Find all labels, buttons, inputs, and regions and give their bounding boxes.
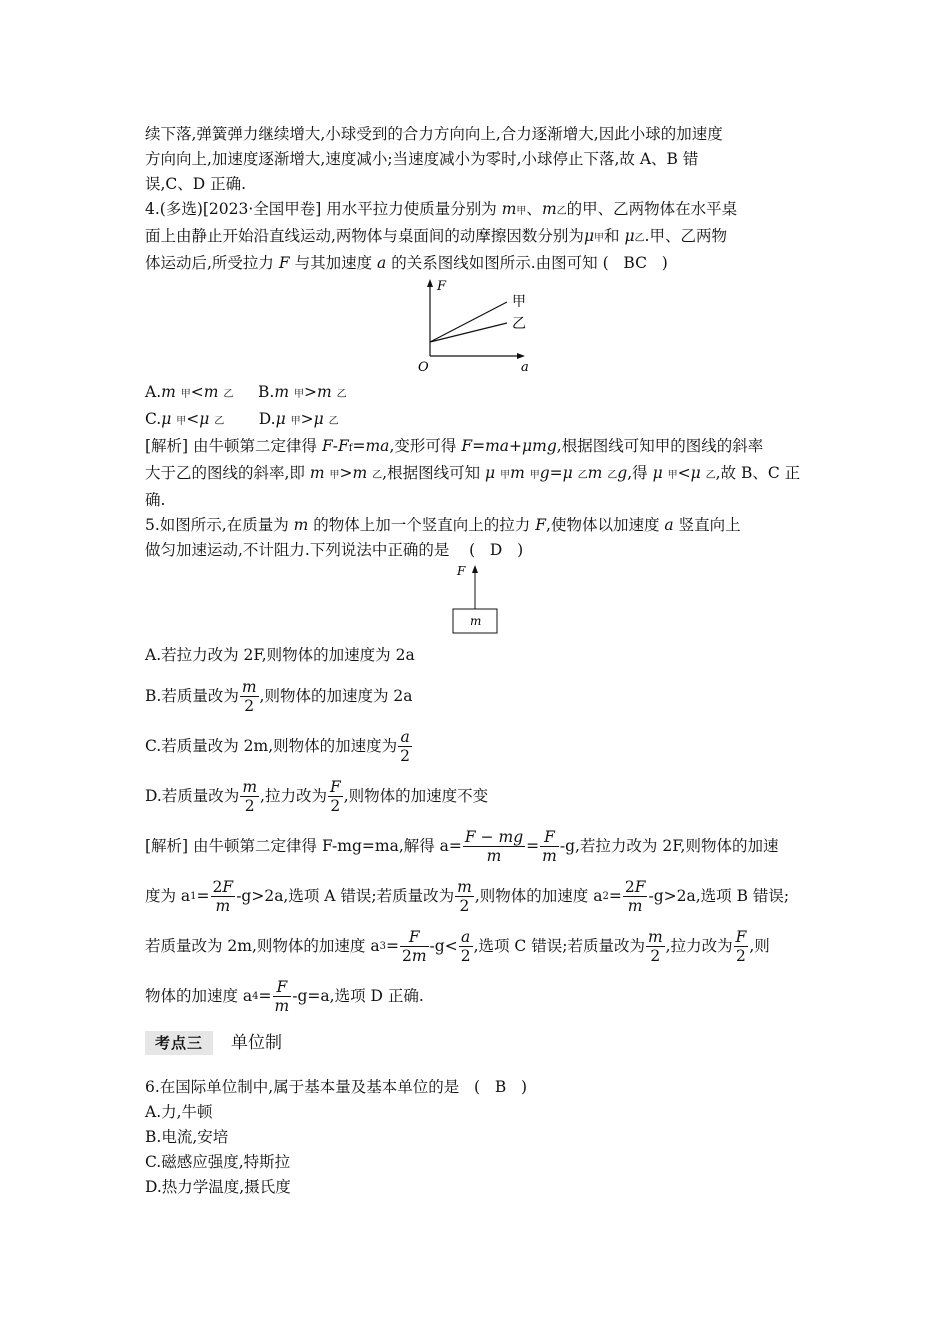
q4-explanation-line-2: 大于乙的图线的斜率,即 m 甲>m 乙,根据图线可知 μ 甲m 甲g=μ 乙m 乙g,得 μ 甲<μ 乙,故 B、C 正 [145, 464, 801, 482]
force-label-f: F [457, 564, 466, 578]
q5-block-force-diagram [445, 563, 515, 637]
q4-stem-line-3: 体运动后,所受拉力 F 与其加速度 a 的关系图线如图所示.由图可知 ( BC ) [145, 254, 668, 272]
q5-option-a: A.若拉力改为 2F,则物体的加速度为 2a [145, 646, 415, 664]
q5-answer: D [489, 541, 503, 559]
axis-label-f: F [437, 279, 447, 294]
section-badge: 考点三 [145, 1031, 213, 1055]
q5-stem-line-2: 做匀加速运动,不计阻力.下列说法中正确的是 ( D ) [145, 541, 524, 559]
q6-option-a: A.力,牛顿 [145, 1103, 213, 1121]
continuation-line-2: 方向向上,加速度逐渐增大,速度减小;当速度减小为零时,小球停止下落,故 A、B 错 [145, 150, 699, 168]
section-title: 单位制 [231, 1032, 283, 1053]
q5-explanation-line-4: 物体的加速度 a 4 = $\frac{F}{m}$ -g=a,选项 D 正确. [145, 977, 424, 1015]
line-yi [430, 323, 507, 342]
origin-label: O [418, 360, 429, 375]
q4-stem-line-2: 面上由静止开始沿直线运动,两物体与桌面间的动摩擦因数分别为μ甲和 μ乙.甲、乙两物 [145, 227, 727, 245]
y-axis-arrow [427, 279, 433, 287]
line-label-jia: 甲 [512, 294, 526, 310]
q4-stem-line-1: 4.(多选)[2023·全国甲卷] 用水平拉力使质量分别为 m甲、m乙的甲、乙两物体在水平桌 [145, 200, 738, 218]
q6-option-c: C.磁感应强度,特斯拉 [145, 1153, 291, 1171]
q5-explanation-line-2: 度为 a 1 = $\frac{2F}{m}$ -g>2a,选项 A 错误;若质量改为 $\frac{m}{2}$ ,则物体的加速度 a 2 = $\frac{2F}{m}$ -g>2a,选项 B 错误; [145, 877, 790, 915]
q5-stem-line-1: 5.如图所示,在质量为 m 的物体上加一个竖直向上的拉力 F,使物体以加速度 a 竖直向上 [145, 516, 741, 534]
q5-figure [145, 563, 810, 639]
q5-explanation-line-1: [解析] 由牛顿第二定律得 F-mg=ma,解得 a= $\frac{F - mg}{m}$ = $\frac{F}{m}$ -g,若拉力改为 2F,则物体的加速 [145, 827, 779, 865]
axis-label-a: a [521, 360, 529, 375]
q4-figure [145, 276, 810, 380]
q5-option-d: D.若质量改为 $\frac{m}{2}$ ,拉力改为 $\frac{F}{2}$ ,则物体的加速度不变 [145, 777, 489, 815]
x-axis-arrow [517, 353, 525, 359]
force-arrow-head [472, 565, 478, 573]
document-page [145, 122, 810, 1200]
mass-label-m: m [470, 614, 482, 628]
q5-option-c: C.若质量改为 2m,则物体的加速度为 $\frac{a}{2}$ [145, 727, 411, 765]
q4-force-acceleration-graph [410, 276, 540, 376]
q6-answer: B [494, 1078, 507, 1096]
section-heading [145, 1023, 810, 1063]
line-label-yi: 乙 [512, 316, 526, 332]
q4-answer: BC [623, 254, 647, 272]
q6-stem: 6.在国际单位制中,属于基本量及基本单位的是 ( B ) [145, 1078, 528, 1096]
q4-explanation-line-1: [解析] 由牛顿第二定律得 F-Ff=ma,变形可得 F=ma+μmg,根据图线可知甲的图线的斜率 [145, 437, 764, 455]
q6-option-d: D.热力学温度,摄氏度 [145, 1178, 291, 1196]
q5-explanation-line-3: 若质量改为 2m,则物体的加速度 a 3 = $\frac{F}{2m}$ -g< $\frac{a}{2}$ ,选项 C 错误;若质量改为 $\frac{m}{2}$ ,拉力改为 $\frac{F}{2}$ ,则 [145, 927, 770, 965]
q5-option-b: B.若质量改为 $\frac{m}{2}$ ,则物体的加速度为 2a [145, 677, 413, 715]
q4-explanation-line-3: 确. [145, 491, 166, 509]
q6-option-b: B.电流,安培 [145, 1128, 229, 1146]
continuation-line-1: 续下落,弹簧弹力继续增大,小球受到的合力方向向上,合力逐渐增大,因此小球的加速度 [145, 125, 723, 143]
q4-options-cd: C.μ 甲<μ 乙 D.μ 甲>μ 乙 [145, 410, 339, 428]
line-jia [430, 302, 507, 342]
continuation-line-3: 误,C、D 正确. [145, 175, 247, 193]
q4-options-ab: A.m 甲<m 乙 B.m 甲>m 乙 [145, 383, 347, 401]
